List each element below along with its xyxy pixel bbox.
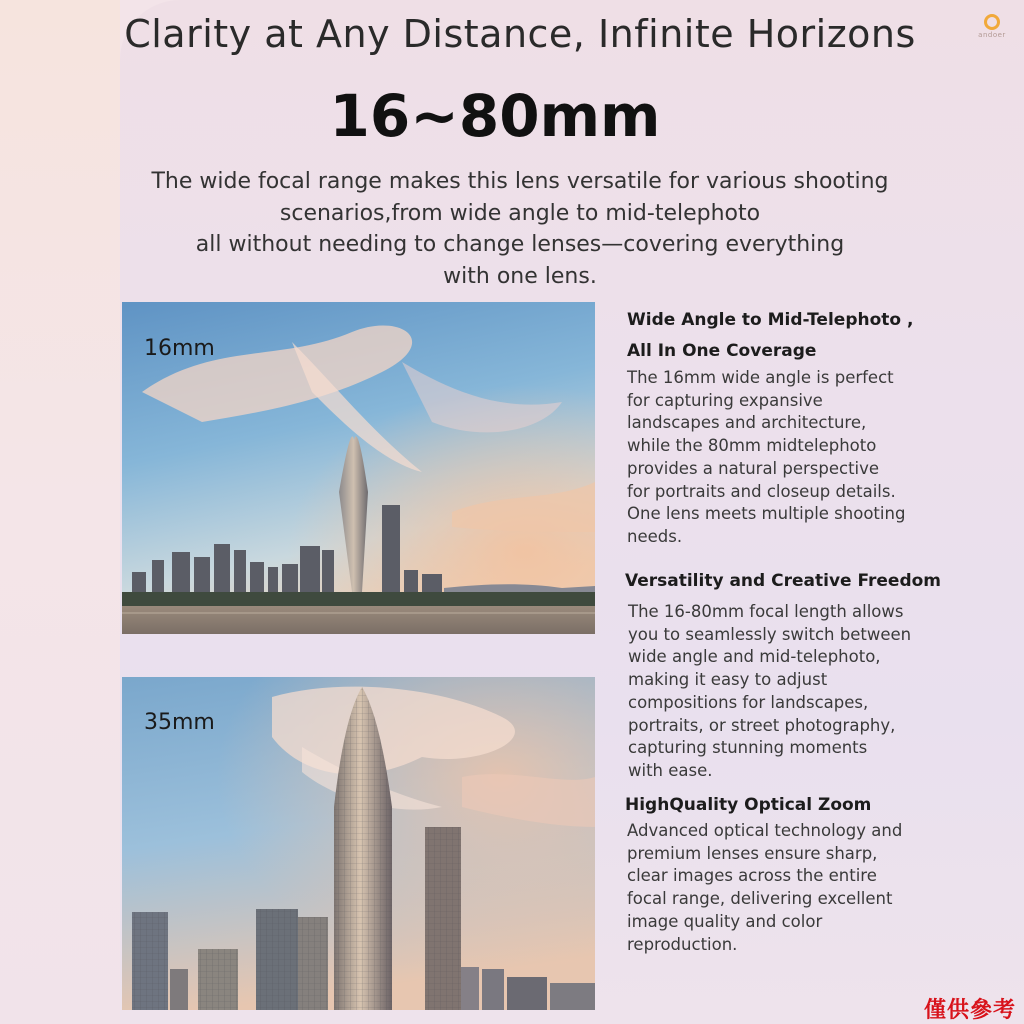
feature-body-line: premium lenses ensure sharp, [627, 843, 878, 863]
feature-title-optical-zoom [625, 790, 871, 821]
feature-body-line: Advanced optical technology and [627, 821, 903, 840]
feature-title-line: Versatility and Creative Freedom [625, 571, 942, 591]
photo-35mm [122, 677, 595, 1010]
feature-body-line: landscapes and architecture, [627, 413, 867, 433]
feature-body-line: reproduction. [627, 934, 738, 954]
photo-label-35mm: 35mm [144, 710, 215, 735]
feature-body-line: portraits, or street photography, [628, 715, 896, 735]
intro-line: The wide focal range makes this lens versatile for various shooting [151, 169, 889, 194]
intro-line: scenarios,from wide angle to mid-telephoto [279, 200, 761, 226]
feature-body-line: clear images across the entire [627, 866, 877, 886]
headline: Clarity at Any Distance, Infinite Horizons [124, 12, 916, 56]
feature-body-line: with ease. [628, 760, 713, 780]
feature-body-line: One lens meets multiple shooting [627, 504, 906, 524]
feature-body-line: The 16-80mm focal length allows [628, 602, 904, 621]
focal-range-title: 16~80mm [329, 82, 661, 150]
photo-16mm [122, 302, 595, 634]
feature-body-line: for capturing expansive [627, 390, 823, 410]
feature-body-line: needs. [627, 526, 683, 546]
left-background-band [0, 0, 120, 1024]
feature-body-line: capturing stunning moments [628, 738, 868, 758]
logo-ring-icon [984, 14, 1000, 30]
brand-logo [974, 14, 1010, 50]
feature-title-line: HighQuality Optical Zoom [625, 795, 872, 815]
feature-body-line: making it easy to adjust [628, 670, 828, 690]
reference-only-watermark: 僅供參考 [923, 998, 1016, 1023]
feature-title-coverage [627, 305, 913, 367]
feature-body-line: you to seamlessly switch between [628, 624, 912, 644]
feature-body-line: for portraits and closeup details. [627, 481, 896, 501]
intro-line: with one lens. [443, 263, 597, 289]
feature-body-line: The 16mm wide angle is perfect [627, 368, 894, 387]
intro-line: all without needing to change lenses—covering everything [195, 232, 845, 257]
intro-paragraph [120, 166, 920, 292]
feature-body-versatility [628, 601, 911, 783]
feature-body-line: focal range, delivering excellent [627, 889, 893, 909]
feature-body-line: while the 80mm midtelephoto [627, 436, 877, 456]
feature-body-optical-zoom [627, 820, 902, 956]
feature-body-coverage [627, 367, 905, 549]
photo-label-16mm: 16mm [144, 336, 215, 361]
logo-text: andoer [978, 31, 1006, 39]
feature-body-line: wide angle and mid-telephoto, [628, 647, 881, 667]
feature-title-line: Wide Angle to Mid-Telephoto , [627, 310, 914, 330]
feature-body-line: image quality and color [627, 911, 823, 931]
feature-body-line: provides a natural perspective [627, 458, 880, 478]
feature-title-versatility [625, 566, 941, 597]
feature-body-line: compositions for landscapes, [628, 692, 869, 712]
feature-title-line: All In One Coverage [627, 341, 817, 361]
